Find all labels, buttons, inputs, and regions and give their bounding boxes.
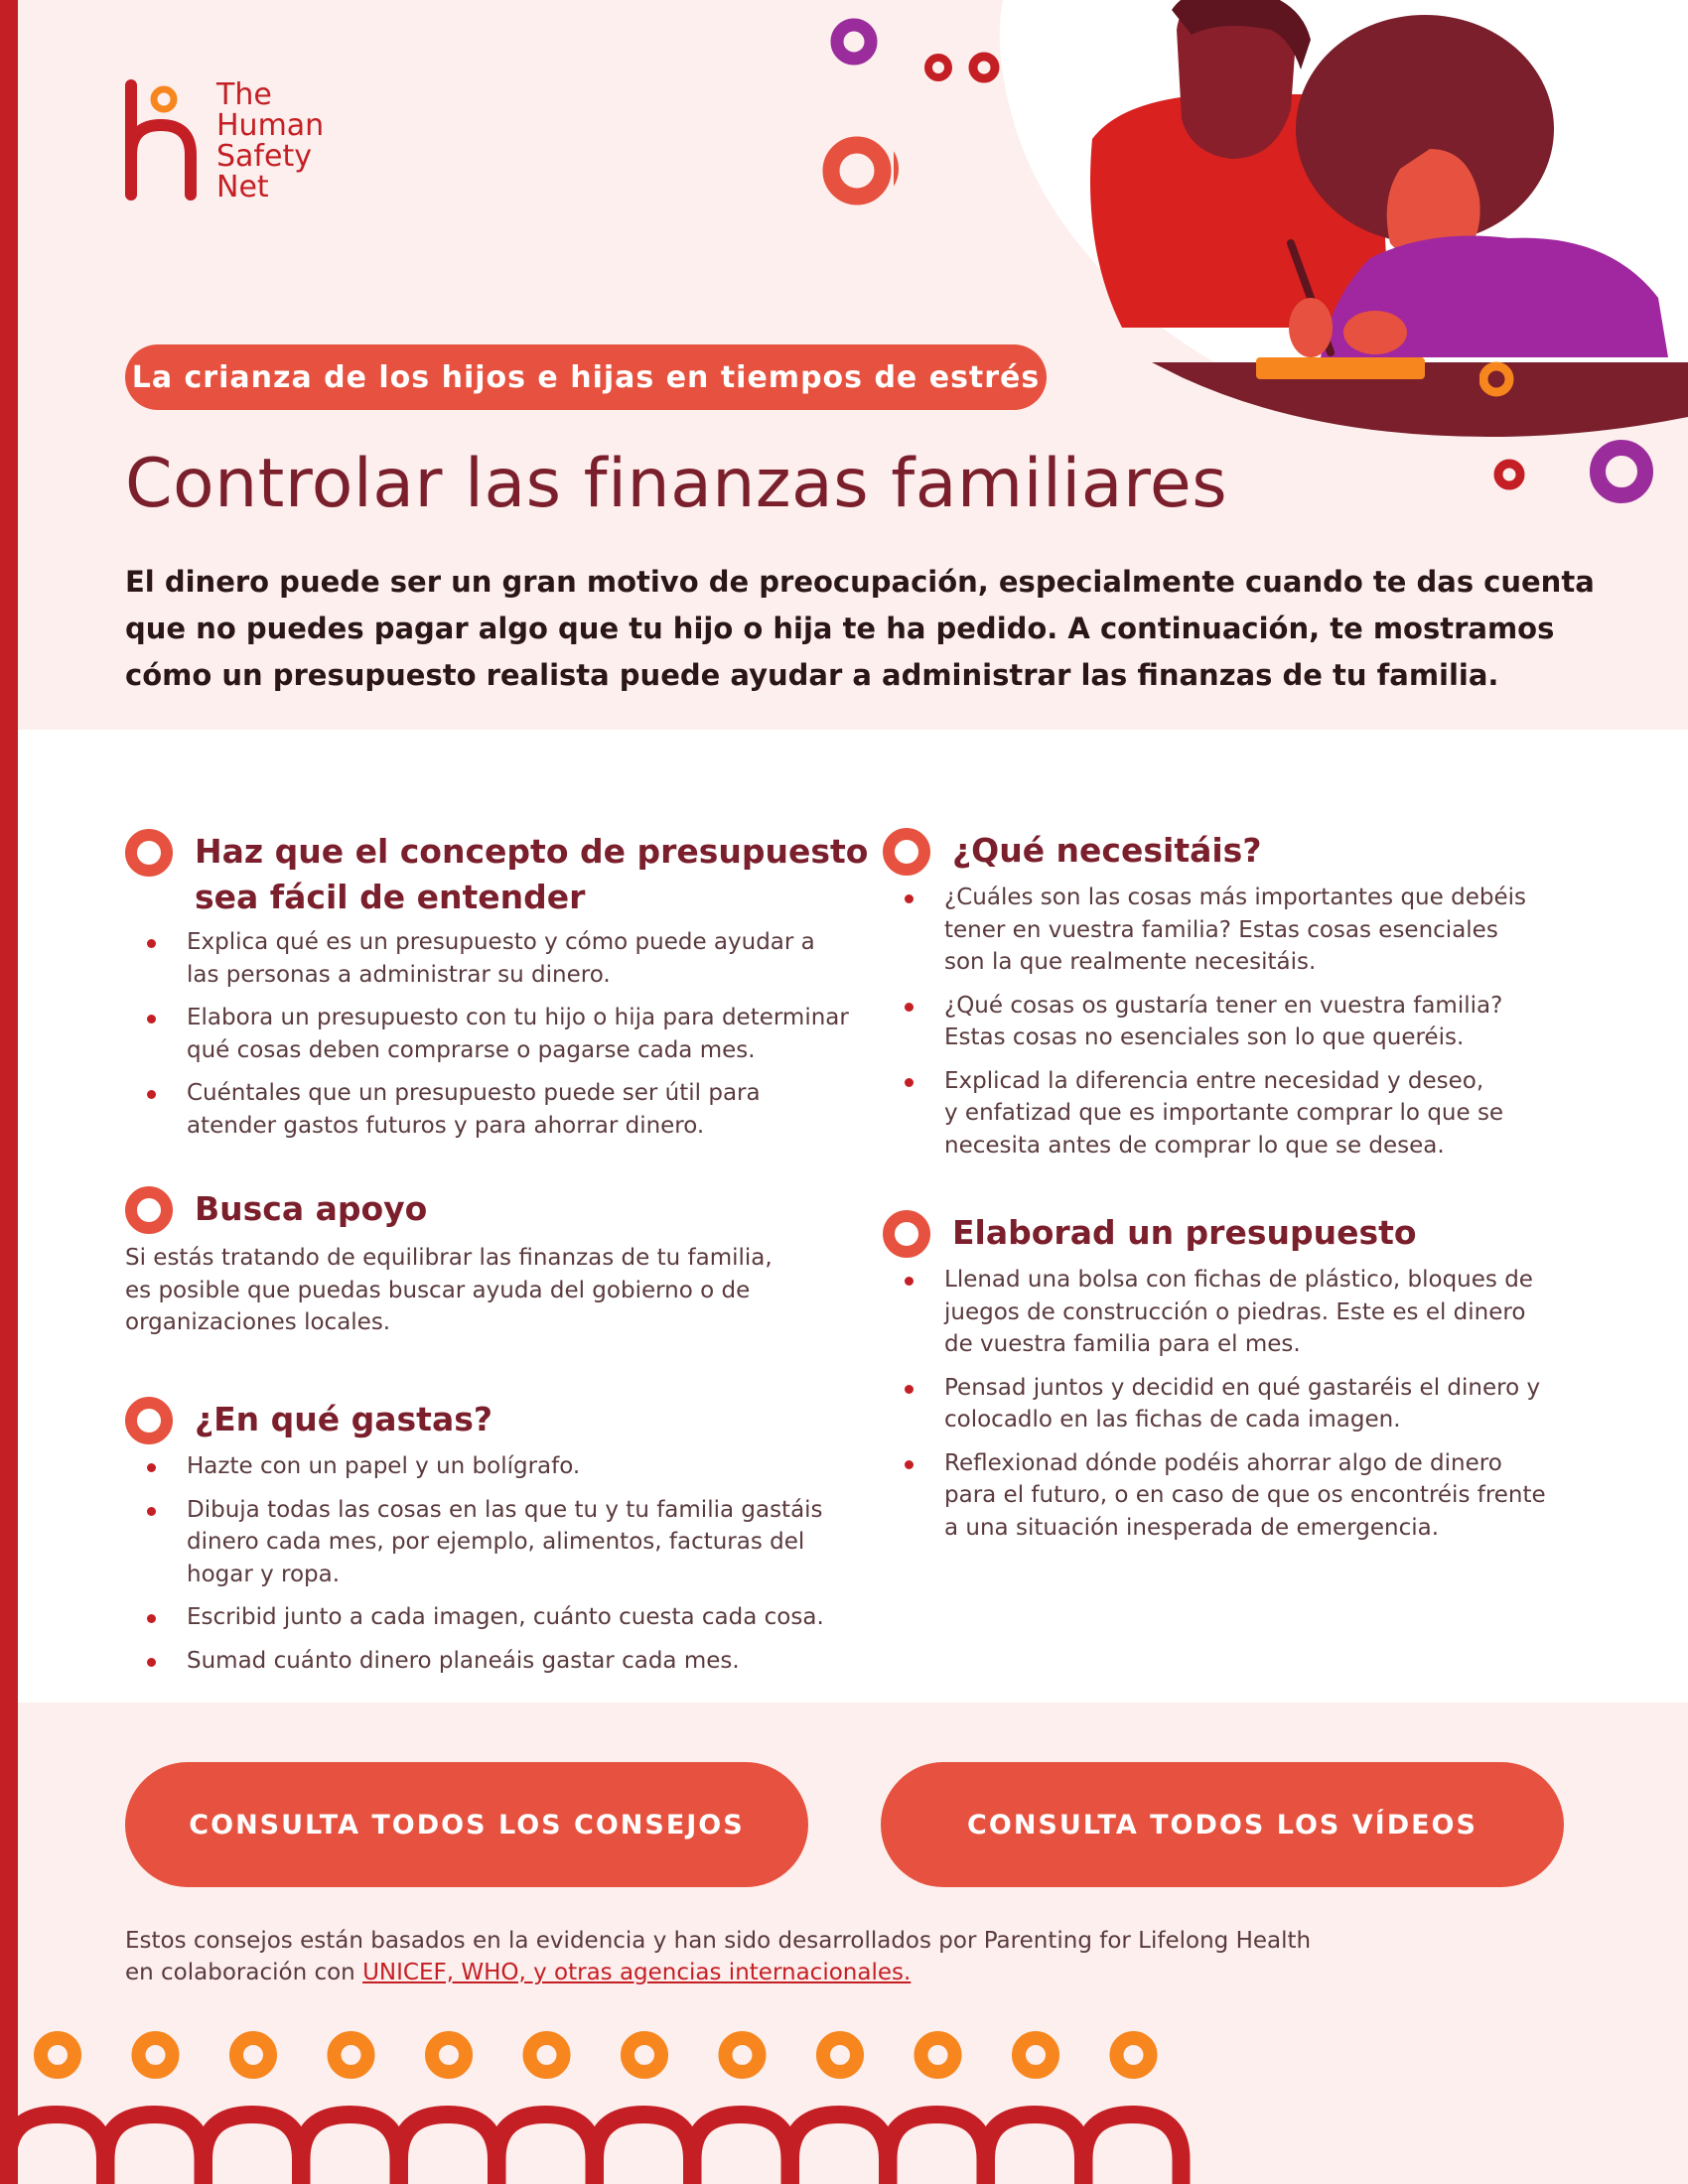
bullet-list (883, 1264, 1598, 1544)
list-item-line: Sumad cuánto dinero planeáis gastar cada mes. (187, 1647, 740, 1674)
orange-ring (236, 2038, 270, 2072)
intro-line: cómo un presupuesto realista puede ayudar a administrar las finanzas de tu familia. (125, 658, 1499, 692)
left-accent-bar (0, 0, 18, 2184)
section-make-budget (883, 1210, 1598, 1555)
list-item-line: dinero cada mes, por ejemplo, alimentos, facturas del (187, 1529, 805, 1555)
red-arch (204, 2115, 301, 2184)
red-arch (986, 2115, 1083, 2184)
list-item (125, 1450, 880, 1483)
decorative-rings-right (1479, 357, 1678, 506)
circle-bullet-icon (883, 828, 930, 876)
red-arch (595, 2115, 692, 2184)
paragraph-line: es posible que puedas buscar ayuda del gobierno o de (125, 1277, 751, 1303)
logo-line: The (216, 77, 272, 112)
circle-bullet-icon (125, 829, 173, 877)
logo-text (216, 79, 324, 203)
page-title: Controlar las finanzas familiares (125, 445, 1228, 523)
list-item-line: tener en vuestra familia? Estas cosas esenciales (944, 916, 1498, 943)
red-arch (106, 2115, 204, 2184)
list-item-line: necesita antes de comprar lo que se desea. (944, 1132, 1445, 1159)
circle-bullet-icon (125, 1397, 173, 1444)
list-item-line: ¿Qué cosas os gustaría tener en vuestra familia? (944, 992, 1503, 1019)
logo-mark-icon (117, 75, 216, 205)
decorative-ring (953, 50, 1013, 89)
red-arch (302, 2115, 399, 2184)
section-title: ¿Qué necesitáis? (952, 831, 1262, 870)
list-item-line: Elabora un presupuesto con tu hijo o hija para determinar (187, 1005, 849, 1030)
orange-ring (41, 2038, 74, 2072)
list-item-line: ¿Cuáles son las cosas más importantes que debéis (944, 885, 1526, 910)
logo (117, 75, 355, 214)
intro-paragraph (125, 559, 1595, 699)
red-arch (399, 2115, 496, 2184)
list-item-line: Hazte con un papel y un bolígrafo. (187, 1453, 581, 1479)
list-item-line: colocadlo en las fichas de cada imagen. (944, 1407, 1401, 1433)
list-item-line: atender gastos futuros y para ahorrar dinero. (187, 1112, 705, 1139)
orange-ring (1117, 2038, 1151, 2072)
list-item-line: Reflexionad dónde podéis ahorrar algo de dinero (944, 1449, 1502, 1476)
section-title-line: Haz que el concepto de presupuesto (195, 832, 869, 871)
list-item (125, 1494, 880, 1591)
credit-line (125, 1957, 1311, 1988)
paragraph-line: Si estás tratando de equilibrar las finanzas de tu familia, (125, 1245, 773, 1271)
intro-line: El dinero puede ser un gran motivo de preocupación, especialmente cuando te das cuenta (125, 565, 1595, 599)
list-item-line: las personas a administrar su dinero. (187, 961, 611, 988)
list-item-line: Estas cosas no esenciales son lo que queréis. (944, 1024, 1465, 1050)
credit-text (125, 1925, 1311, 1988)
logo-line: Human (216, 108, 325, 143)
red-arch (790, 2115, 888, 2184)
bullet-list (125, 1450, 880, 1677)
bullet-list (883, 882, 1598, 1161)
section-spending (125, 1397, 880, 1688)
section-paragraph (125, 1242, 880, 1339)
orange-ring (823, 2038, 857, 2072)
list-item-line: Dibuja todas las cosas en las que tu y tu familia gastáis (187, 1496, 823, 1523)
list-item (883, 1447, 1598, 1545)
bullet-list (125, 926, 880, 1142)
section-title: ¿En qué gastas? (195, 1400, 493, 1438)
orange-ring (921, 2038, 955, 2072)
list-item-line: Explica qué es un presupuesto y cómo puede ayudar a (187, 929, 815, 955)
all-tips-button[interactable]: CONSULTA TODOS LOS CONSEJOS (125, 1762, 808, 1887)
section-budget-concept (125, 829, 880, 1153)
decorative-rings (814, 0, 933, 218)
orange-ring (1019, 2038, 1053, 2072)
red-arch (889, 2115, 986, 2184)
list-item-line: qué cosas deben comprarse o pagarse cada mes. (187, 1036, 756, 1063)
circle-bullet-icon (883, 1210, 930, 1258)
list-item (125, 1601, 880, 1634)
list-item-line: de vuestra familia para el mes. (944, 1331, 1301, 1357)
orange-ring (530, 2038, 564, 2072)
red-arch (1084, 2115, 1182, 2184)
footer-pattern (18, 2025, 1688, 2184)
orange-ring (335, 2038, 368, 2072)
section-title: Elaborad un presupuesto (952, 1213, 1417, 1252)
list-item-line: Llenad una bolsa con fichas de plástico, bloques de (944, 1267, 1533, 1293)
red-arch (497, 2115, 595, 2184)
list-item (883, 990, 1598, 1054)
list-item-line: Pensad juntos y decidid en qué gastaréis el dinero y (944, 1374, 1541, 1401)
section-support (125, 1186, 880, 1339)
section-title-line: sea fácil de entender (195, 878, 586, 916)
section-title (195, 829, 868, 920)
orange-ring (432, 2038, 466, 2072)
all-videos-button[interactable]: CONSULTA TODOS LOS VÍDEOS (881, 1762, 1564, 1887)
orange-ring (628, 2038, 661, 2072)
list-item-line: a una situación inesperada de emergencia. (944, 1514, 1440, 1541)
red-arch (18, 2115, 105, 2184)
partners-link[interactable]: UNICEF, WHO, y otras agencias internacionales. (362, 1960, 912, 1985)
list-item (883, 882, 1598, 979)
list-item (125, 926, 880, 991)
credit-prefix: en colaboración con (125, 1960, 363, 1985)
list-item (125, 1645, 880, 1678)
list-item-line: Escribid junto a cada imagen, cuánto cuesta cada cosa. (187, 1604, 824, 1630)
list-item (883, 1264, 1598, 1361)
orange-ring (726, 2038, 760, 2072)
list-item (883, 1372, 1598, 1436)
list-item-line: Explicad la diferencia entre necesidad y deseo, (944, 1067, 1484, 1094)
red-arch (693, 2115, 790, 2184)
list-item-line: son la que realmente necesitáis. (944, 949, 1317, 975)
intro-line: que no puedes pagar algo que tu hijo o hija te ha pedido. A continuación, te mostramos (125, 612, 1555, 645)
logo-line: Safety (216, 139, 312, 174)
list-item-line: y enfatizad que es importante comprar lo que se (944, 1100, 1504, 1126)
list-item-line: para el futuro, o en caso de que os encontréis frente (944, 1482, 1546, 1508)
credit-line: Estos consejos están basados en la evidencia y han sido desarrollados por Parenting for Lifelong Health (125, 1928, 1312, 1954)
section-title: Busca apoyo (195, 1189, 428, 1228)
list-item-line: juegos de construcción o piedras. Este es el dinero (944, 1298, 1526, 1325)
paragraph-line: organizaciones locales. (125, 1309, 391, 1335)
circle-bullet-icon (125, 1186, 173, 1234)
logo-line: Net (216, 170, 269, 205)
list-item (125, 1002, 880, 1066)
list-item (883, 1065, 1598, 1162)
section-needs (883, 828, 1598, 1172)
series-tag: La crianza de los hijos e hijas en tiempos de estrés (125, 344, 1047, 410)
list-item-line: hogar y ropa. (187, 1561, 341, 1587)
list-item (125, 1077, 880, 1142)
orange-ring (139, 2038, 173, 2072)
list-item-line: Cuéntales que un presupuesto puede ser útil para (187, 1080, 761, 1106)
